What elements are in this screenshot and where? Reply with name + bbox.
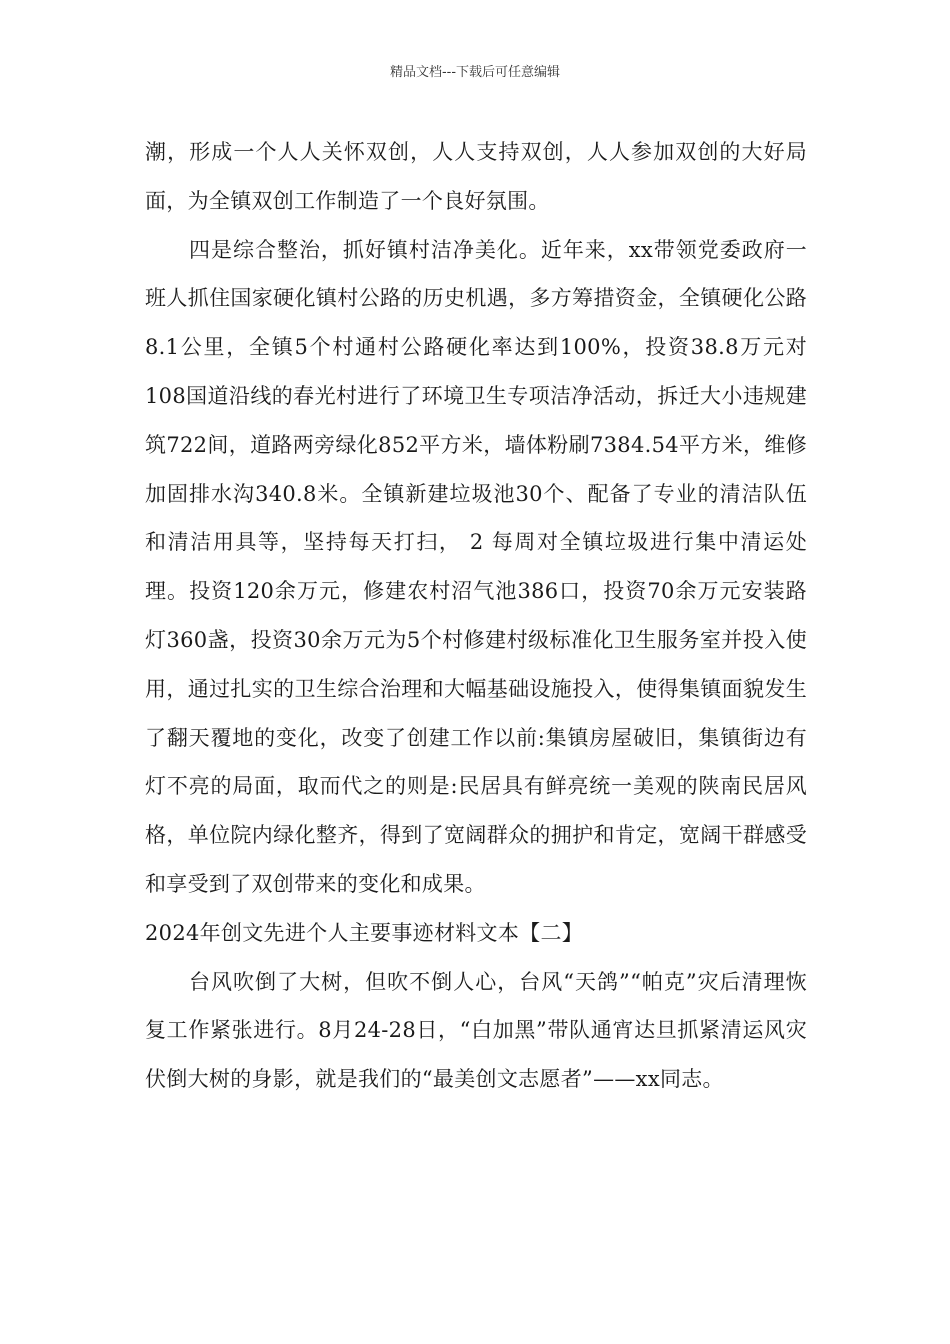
paragraph-typhoon: 台风吹倒了大树，但吹不倒人心，台风“天鸽”“帕克”灾后清理恢复工作紧张进行。8月24-28日，“白加黑”带队通宵达旦抓紧清运风灾伏倒大树的身影，就是我们的“最美创文志愿者”——xx同志。 xyxy=(145,969,807,1092)
page-header: 精品文档---下载后可任意编辑 xyxy=(389,65,561,80)
section-heading: 2024年创文先进个人主要事迹材料文本【二】 xyxy=(145,920,584,945)
paragraph-cleanup: 四是综合整治，抓好镇村洁净美化。近年来，xx带领党委政府一班人抓住国家硬化镇村公路的历史机遇，多方筹措资金，全镇硬化公路8.1公里，全镇5个村通村公路硬化率达到100%，投资38.8万元对108国道沿线的春光村进行了环境卫生专项洁净活动，拆迁大小违规建筑722间，道路两旁绿化852平方米，墙体粉刷7384.54平方米，维修加固排水沟340.8米。全镇新建垃圾池30个、配备了专业的清洁队伍和清洁用具等，坚持每天打扫， 2 每周对全镇垃圾进行集中清运处理。投资120余万元，修建农村沼气池386口，投资70余万元安装路灯360盏，投资30余万元为5个村修建村级标准化卫生服务室并投入使用，通过扎实的卫生综合治理和大幅基础设施投入，使得集镇面貌发生了翻天覆地的变化，改变了创建工作以前:集镇房屋破旧，集镇街边有 灯不亮的局面，取而代之的则是:民居具有鲜亮统一美观的陕南民居风格，单位院内绿化整齐，得到了宽阔群众的拥护和肯定，宽阔干群感受和享受到了双创带来的变化和成果。 xyxy=(145,237,807,896)
document-body xyxy=(145,128,807,1104)
paragraph-continuation: 潮，形成一个人人关怀双创，人人支持双创，人人参加双创的大好局面，为全镇双创工作制造了一个良好氛围。 xyxy=(145,140,807,213)
